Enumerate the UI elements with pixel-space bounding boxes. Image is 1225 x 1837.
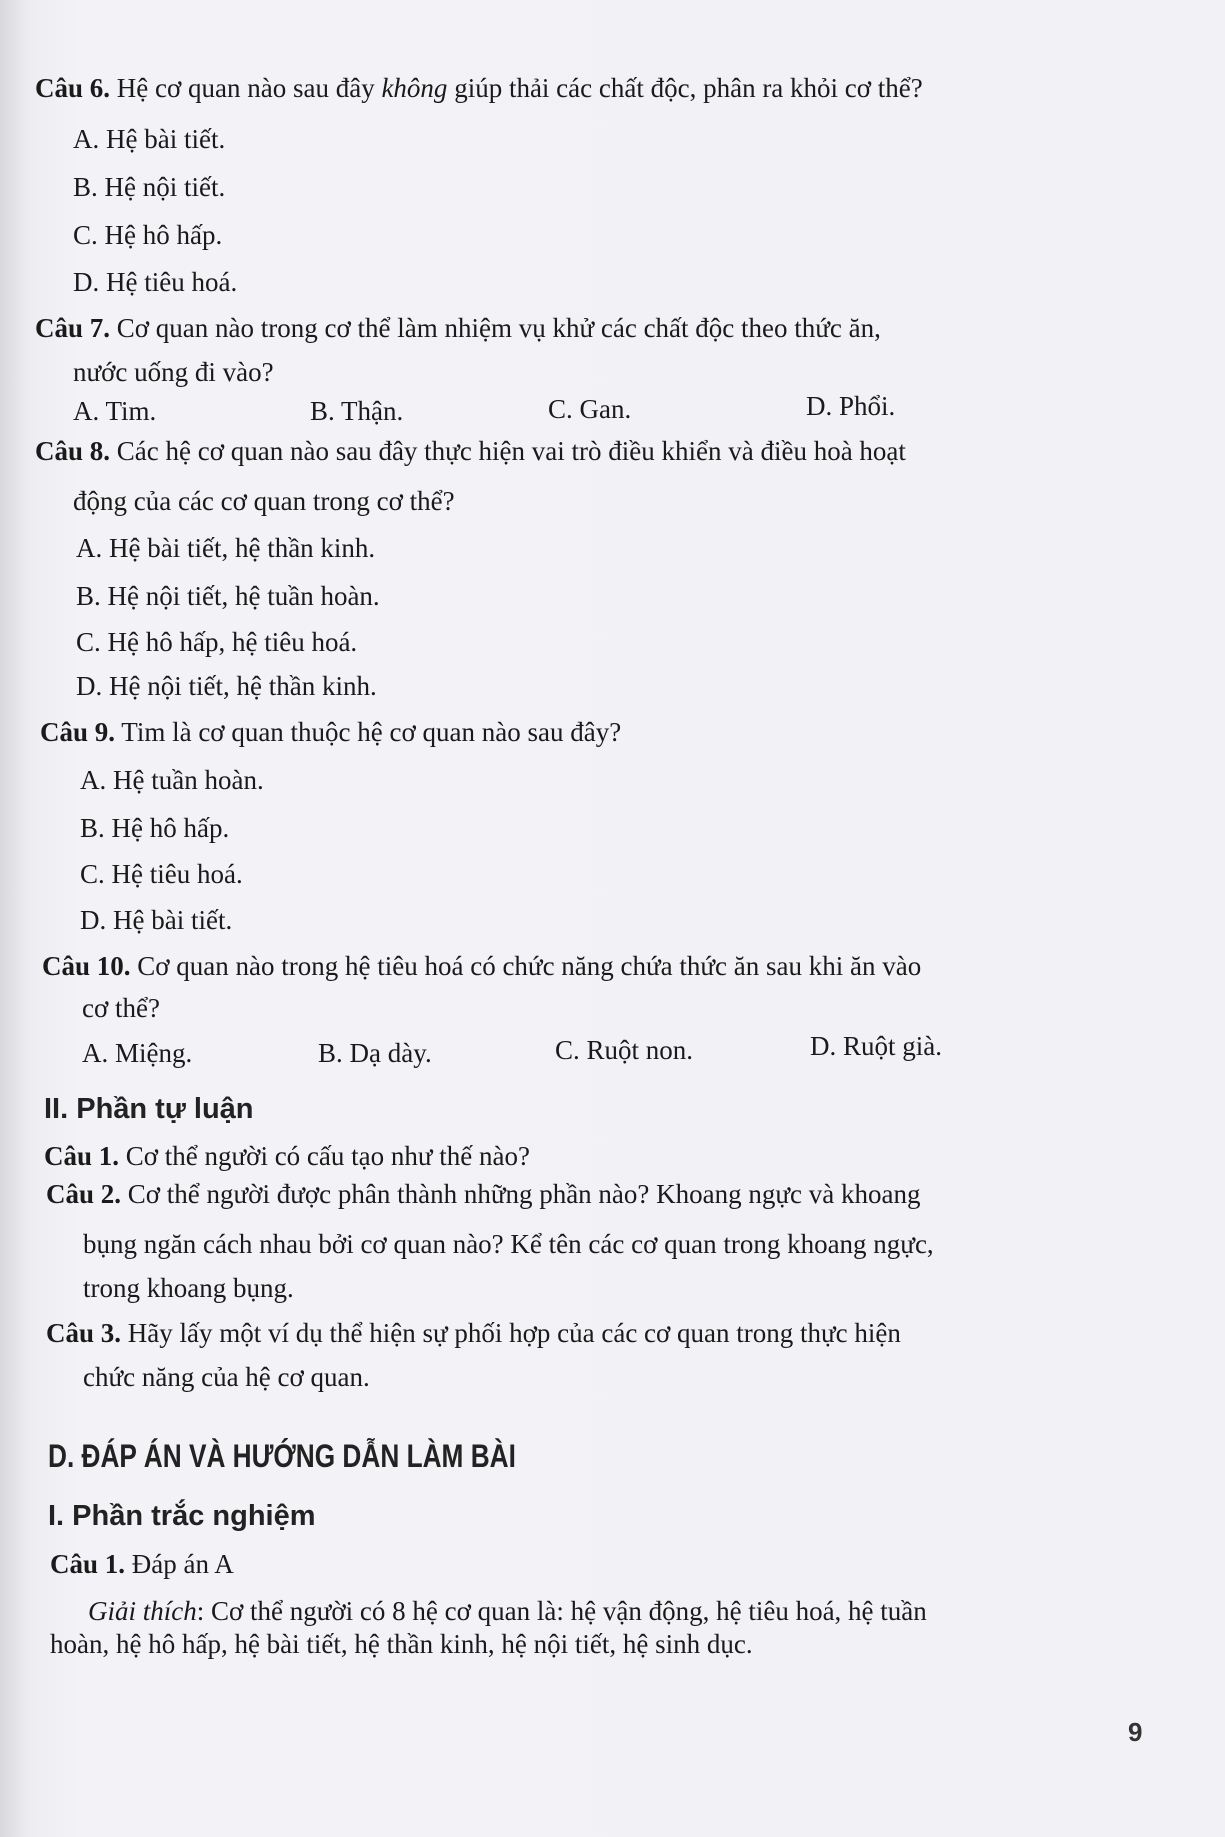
option-c: C. Hệ hô hấp, hệ tiêu hoá. [76,627,358,657]
option-b: B. Hệ hô hấp. [80,813,230,843]
option-c: C. Hệ tiêu hoá. [80,859,243,889]
question-text-cont: trong khoang bụng. [83,1273,294,1303]
page-number: 9 [1128,1717,1143,1747]
question-label: Câu 1. [44,1141,120,1171]
question-label: Câu 8. [35,436,111,466]
question-text-cont: chức năng của hệ cơ quan. [83,1362,370,1392]
section-heading: II. Phần tự luận [44,1093,254,1125]
option-b: B. Hệ nội tiết. [73,172,226,202]
answer-text: Đáp án A [131,1549,234,1579]
option-b: B. Dạ dày. [318,1038,432,1068]
option-b: B. Hệ nội tiết, hệ tuần hoàn. [76,581,380,611]
question-label: Câu 3. [46,1318,122,1348]
option-b: B. Thận. [310,396,404,426]
answer-label: Câu 1. [50,1549,126,1579]
question-label: Câu 9. [40,717,116,747]
question-label: Câu 2. [46,1179,122,1209]
option-c: C. Ruột non. [555,1035,694,1065]
question-text-cont: nước uống đi vào? [73,357,274,387]
question-text: Hãy lấy một ví dụ thể hiện sự phối hợp của các cơ quan trong thực hiện [127,1318,901,1348]
section-heading: D. ĐÁP ÁN VÀ HƯỚNG DẪN LÀM BÀI [48,1438,516,1474]
question-text: Cơ thể người được phân thành những phần nào? Khoang ngực và khoang [127,1179,921,1209]
option-a: A. Hệ bài tiết. [73,124,226,154]
option-d: D. Phổi. [806,391,896,421]
explanation-text-cont: hoàn, hệ hô hấp, hệ bài tiết, hệ thần kinh, hệ nội tiết, hệ sinh dục. [50,1629,753,1659]
question-text-cont: cơ thể? [82,993,160,1023]
question-text: Tim là cơ quan thuộc hệ cơ quan nào sau đây? [121,717,622,747]
option-d: D. Hệ nội tiết, hệ thần kinh. [76,671,377,701]
option-d: D. Hệ bài tiết. [80,905,233,935]
explanation-label: Giải thích [88,1596,197,1626]
option-d: D. Hệ tiêu hoá. [73,267,238,297]
question-text: Cơ quan nào trong cơ thể làm nhiệm vụ khử các chất độc theo thức ăn, [116,313,881,343]
question-label: Câu 6. [35,73,111,103]
question-text: Cơ thể người có cấu tạo như thế nào? [125,1141,530,1171]
option-d: D. Ruột già. [810,1031,942,1061]
question-text: Các hệ cơ quan nào sau đây thực hiện vai trò điều khiển và điều hoà hoạt [116,436,906,466]
question-text: Hệ cơ quan nào sau đây [116,73,382,103]
emphasis: không [381,73,448,103]
question-text: Cơ quan nào trong hệ tiêu hoá có chức năng chứa thức ăn sau khi ăn vào [137,951,922,981]
option-a: A. Hệ tuần hoàn. [80,765,264,795]
explanation-text: : Cơ thể người có 8 hệ cơ quan là: hệ vận động, hệ tiêu hoá, hệ tuần [196,1596,927,1626]
subsection-heading: I. Phần trắc nghiệm [48,1500,316,1532]
option-a: A. Hệ bài tiết, hệ thần kinh. [76,533,376,563]
question-text-cont: bụng ngăn cách nhau bởi cơ quan nào? Kể tên các cơ quan trong khoang ngực, [83,1229,934,1259]
option-c: C. Hệ hô hấp. [73,220,223,250]
question-label: Câu 7. [35,313,111,343]
question-label: Câu 10. [42,951,131,981]
option-a: A. Tim. [73,396,157,426]
question-text-cont: động của các cơ quan trong cơ thể? [73,486,455,516]
option-a: A. Miệng. [82,1038,193,1068]
question-text: giúp thải các chất độc, phân ra khỏi cơ thể? [447,73,923,103]
option-c: C. Gan. [548,394,632,424]
